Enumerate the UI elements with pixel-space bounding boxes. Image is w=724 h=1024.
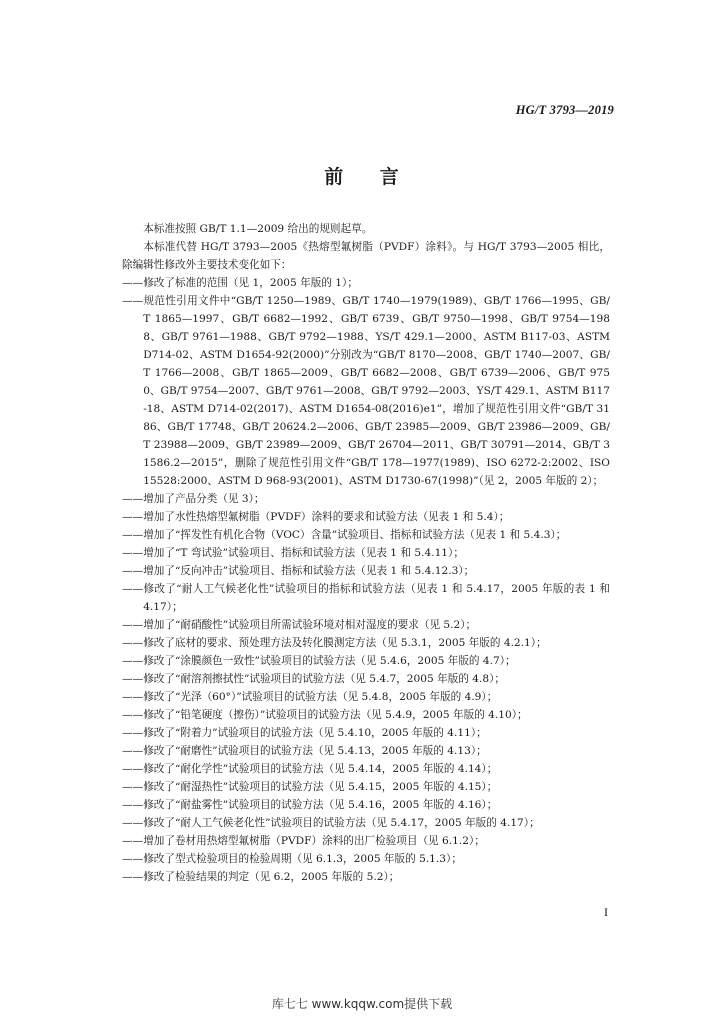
change-item: ——修改了“铅笔硬度（擦伤）”试验项目的试验方法（见 5.4.9，2005 年版的 4.10）； [122, 709, 528, 721]
change-item: ——修改了“耐湿热性”试验项目的试验方法（见 5.4.15，2005 年版的 4.15）； [122, 781, 498, 793]
intro-paragraph: 本标准按照 GB/T 1.1—2009 给出的规则起草。 [143, 223, 373, 235]
change-item: ——修改了“光泽（60°）”试验项目的试验方法（见 5.4.8，2005 年版的 4.9）； [122, 691, 498, 703]
page-number: I [604, 905, 608, 919]
change-item: ——增加了卷材用热熔型氟树脂（PVDF）涂料的出厂检验项目（见 6.1.2）； [122, 835, 485, 847]
change-item: ——增加了“耐硝酸性”试验项目所需试验环境对相对湿度的要求（见 5.2）； [122, 619, 477, 631]
page-title: 前 言 [324, 166, 400, 188]
intro-paragraph: 本标准代替 HG/T 3793—2005《热熔型氟树脂（PVDF）涂料》。与 HG/T 3793—2005 相比，除编辑性修改外主要技术变化如下： [122, 241, 610, 271]
change-item: ——修改了检验结果的判定（见 6.2，2005 年版的 5.2）； [122, 871, 400, 883]
download-footer: 库七七 www.kqqw.com提供下载 [271, 997, 453, 1011]
change-item: ——修改了标准的范围（见 1，2005 年版的 1）； [122, 277, 358, 289]
change-item: ——修改了“耐溶剂擦拭性”试验项目的试验方法（见 5.4.7，2005 年版的 4.8）； [122, 673, 506, 685]
change-item: ——规范性引用文件中“GB/T 1250—1989、GB/T 1740—1979(1989)、GB/T 1766—1995、GB/T 1865—1997、GB/T 6682—1992、GB/T 6739、GB/T 9750—1998、GB/T 9754—1988、GB/T 9761—1988、GB/T 9792—1988、YS/T 429.1—2000、ASTM B117-03、ASTM D714-02、ASTM D1654-92(2000)”分别改为“GB/T 8170—2008、GB/T 1740—2007、GB/T 1766—2008、GB/T 1865—2009、GB/T 6682—2008、GB/T 6739—2006、GB/T 9750、GB/T 9754—2007、GB/T 9761—2008、GB/T 9792—2003、YS/T 429.1、ASTM B117-18、ASTM D714-02(2017)、ASTM D1654-08(2016)e1”，增加了规范性引用文件“GB/T 3186、GB/T 17748、GB/T 20624.2—2006、GB/T 23985—2009、GB/T 23986—2009、GB/T 23988—2009、GB/T 23989—2009、GB/T 26704—2011、GB/T 30791—2014、GB/T 31586.2—2015”，删除了规范性引用文件“GB/T 178—1977(1989)、ISO 6272-2:2002、ISO 15528:2000、ASTM D 968-93(2001)、ASTM D1730-67(1998)”（见 2，2005 年版的 2）； [122, 295, 610, 487]
change-item: ——修改了“附着力”试验项目的试验方法（见 5.4.10，2005 年版的 4.11）； [122, 727, 487, 739]
standard-code: HG/T 3793—2019 [515, 103, 614, 117]
change-item: ——修改了“涂膜颜色一致性”试验项目的试验方法（见 5.4.6，2005 年版的 4.7）； [122, 655, 516, 667]
foreword-body [122, 220, 610, 886]
change-item: ——增加了“挥发性有机化合物（VOC）含量”试验项目、指标和试验方法（见表 1 和 5.4.3）； [122, 529, 567, 541]
change-item: ——修改了“耐盐雾性”试验项目的试验方法（见 5.4.16，2005 年版的 4.16）； [122, 799, 498, 811]
change-item: ——增加了水性热熔型氟树脂（PVDF）涂料的要求和试验方法（见表 1 和 5.4）； [122, 511, 510, 523]
change-item: ——修改了“耐人工气候老化性”试验项目的试验方法（见 5.4.17，2005 年版的 4.17）； [122, 817, 540, 829]
change-item: ——修改了“耐人工气候老化性”试验项目的指标和试验方法（见表 1 和 5.4.17，2005 年版的表 1 和 4.17）； [122, 583, 610, 613]
change-item: ——修改了底材的要求、预处理方法及转化膜测定方法（见 5.3.1，2005 年版的 4.2.1）； [122, 637, 547, 649]
change-item: ——增加了“T 弯试验”试验项目、指标和试验方法（见表 1 和 5.4.11）； [122, 547, 464, 559]
change-item: ——修改了“耐磨性”试验项目的试验方法（见 5.4.13，2005 年版的 4.13）； [122, 745, 487, 757]
change-item: ——增加了产品分类（见 3）； [122, 493, 265, 505]
change-item: ——增加了“反向冲击”试验项目、指标和试验方法（见表 1 和 5.4.12.3）； [122, 565, 475, 577]
change-item: ——修改了型式检验项目的检验周期（见 6.1.3，2005 年版的 5.1.3）； [122, 853, 462, 865]
change-item: ——修改了“耐化学性”试验项目的试验方法（见 5.4.14，2005 年版的 4.14）； [122, 763, 498, 775]
